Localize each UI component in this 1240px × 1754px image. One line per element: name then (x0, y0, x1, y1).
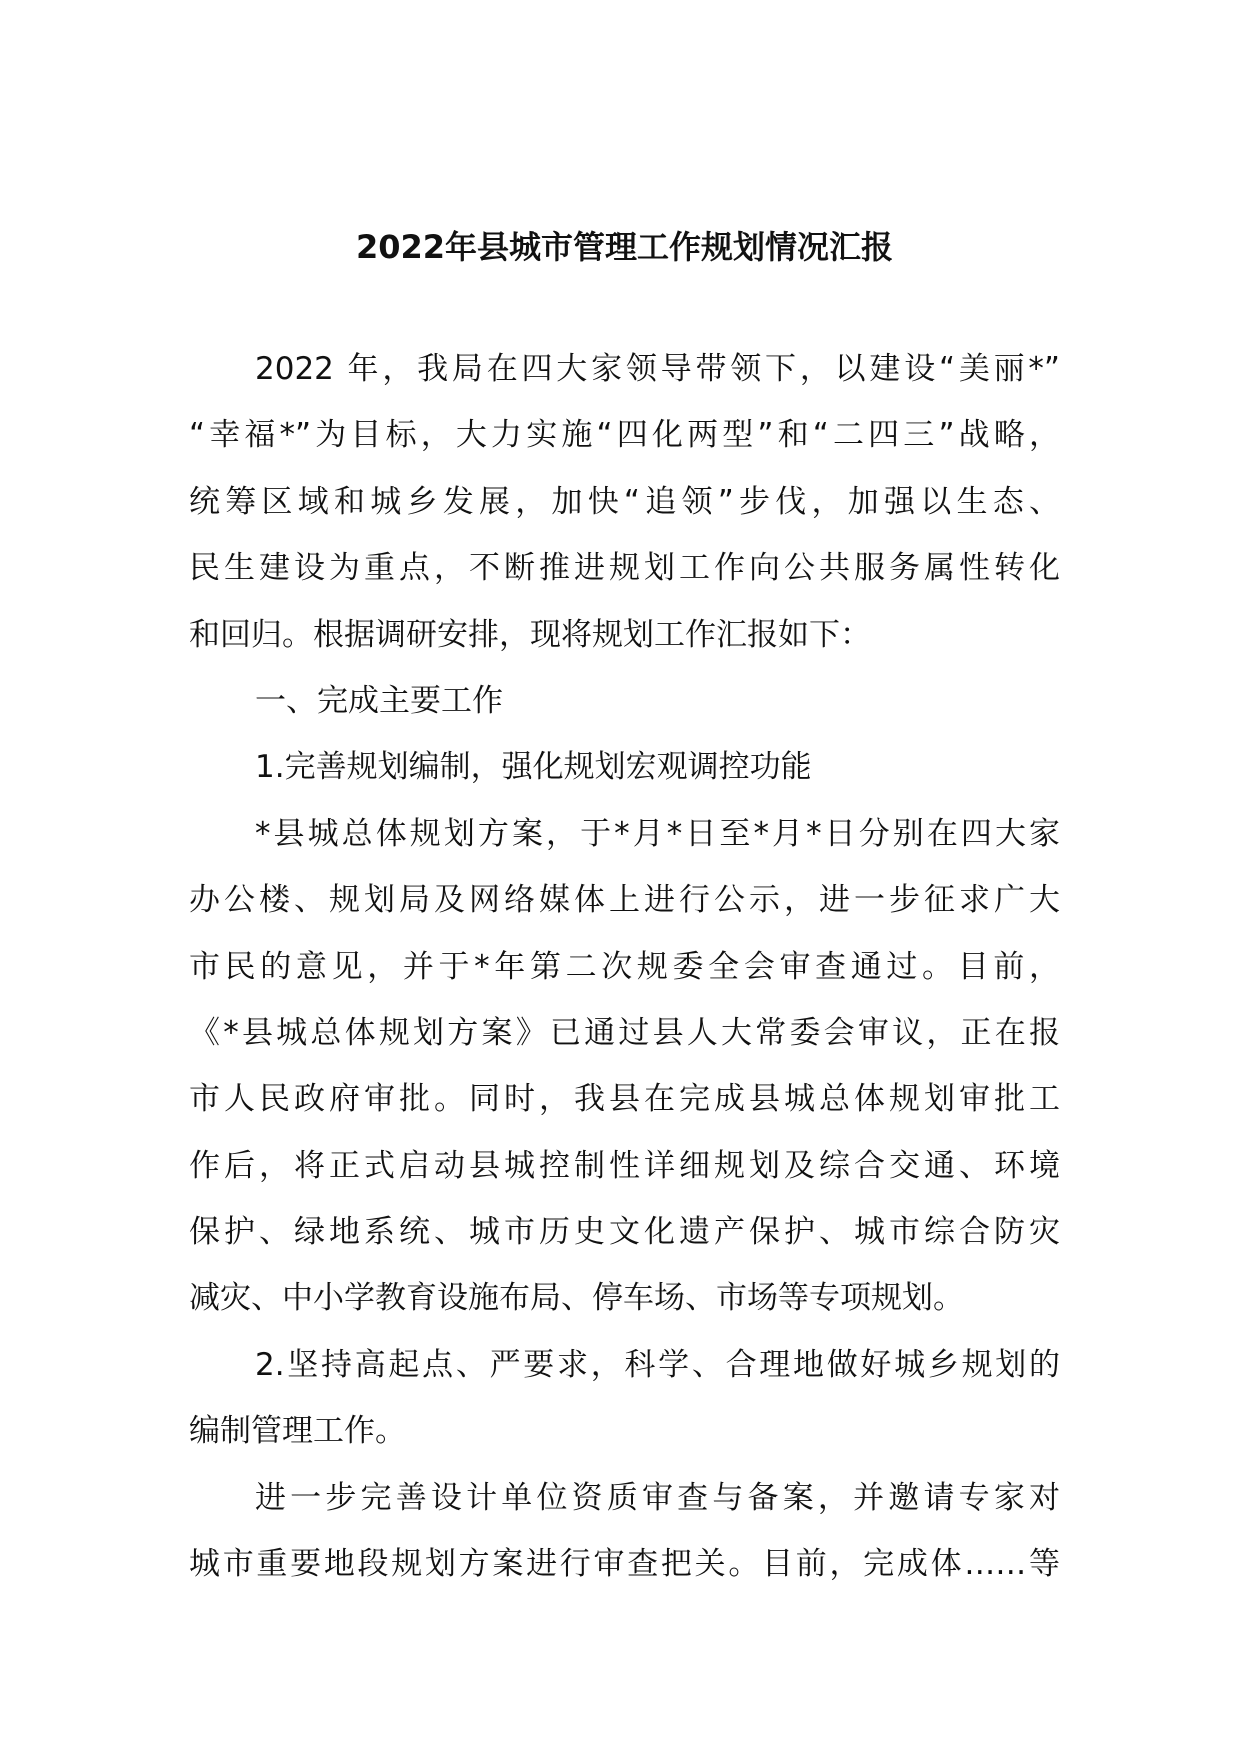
text-line: 城市重要地段规划方案进行审查把关。目前，完成体……等 (189, 1546, 1060, 1583)
text-line: 1.完善规划编制，强化规划宏观调控功能 (255, 749, 812, 786)
text-line: “幸福*”为目标，大力实施“四化两型”和“二四三”战略， (189, 417, 1060, 454)
document-title: 2022年县城市管理工作规划情况汇报 (355, 228, 894, 266)
text-line: 市人民政府审批。同时，我县在完成县城总体规划审批工 (189, 1081, 1060, 1118)
document-page (189, 214, 1060, 1597)
text-line: 2022 年，我局在四大家领导带领下，以建设“美丽*” (255, 351, 1060, 387)
text-line: 保护、绿地系统、城市历史文化遗产保护、城市综合防灾 (189, 1214, 1060, 1251)
text-line: 民生建设为重点，不断推进规划工作向公共服务属性转化 (189, 550, 1060, 587)
text-line: 办公楼、规划局及网络媒体上进行公示，进一步征求广大 (189, 882, 1060, 919)
text-line: 统筹区域和城乡发展，加快“追领”步伐，加强以生态、 (189, 483, 1060, 520)
text-line: 一、完成主要工作 (255, 682, 503, 719)
text-line: 市民的意见，并于*年第二次规委全会审查通过。目前， (189, 948, 1060, 985)
text-line: *县城总体规划方案，于*月*日至*月*日分别在四大家 (255, 815, 1060, 852)
document-body (189, 336, 1060, 1597)
text-line: 作后，将正式启动县城控制性详细规划及综合交通、环境 (189, 1147, 1060, 1184)
text-line: 进一步完善设计单位资质审查与备案，并邀请专家对 (255, 1479, 1060, 1516)
text-line: 减灾、中小学教育设施布局、停车场、市场等专项规划。 (189, 1280, 964, 1317)
text-line: 和回归。根据调研安排，现将规划工作汇报如下： (189, 616, 871, 653)
text-line: 编制管理工作。 (189, 1413, 406, 1450)
text-line: 2.坚持高起点、严要求，科学、合理地做好城乡规划的 (255, 1346, 1060, 1383)
text-line: 《*县城总体规划方案》已通过县人大常委会审议，正在报 (189, 1014, 1060, 1051)
